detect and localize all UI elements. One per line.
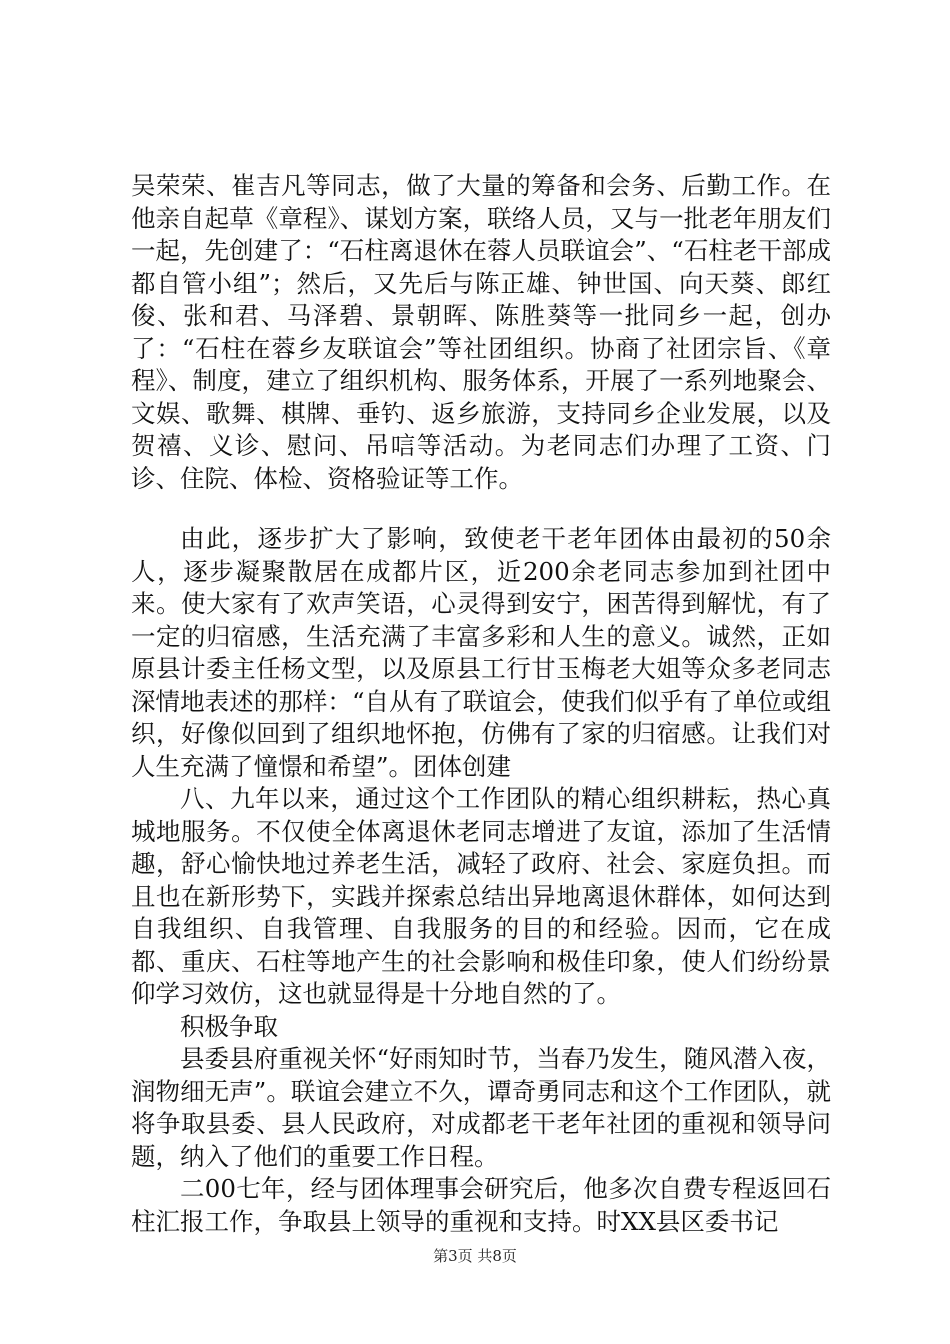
page-number-footer: 第3页 共8页 [433, 1247, 517, 1265]
paragraph-1: 吴荣荣、崔吉凡等同志，做了大量的筹备和会务、后勤工作。在他亲自起草《章程》、谋划方案，联络人员，又与一批老年朋友们一起，先创建了：“石柱离退休在蓉人员联谊会”、“石柱老干部成都自管小组”；然后，又先后与陈正雄、钟世国、向天葵、郎红俊、张和君、马泽碧、景朝晖、陈胜葵等一批同乡一起，创办了：“石柱在蓉乡友联谊会”等社团组织。协商了社团宗旨、《章程》、制度，建立了组织机构、服务体系，开展了一系列地聚会、文娱、歌舞、棋牌、垂钓、返乡旅游，支持同乡企业发展，以及贺禧、义诊、慰问、吊唁等活动。为老同志们办理了工资、门诊、住院、体检、资格验证等工作。 [131, 171, 831, 493]
paragraph-3: 八、九年以来，通过这个工作团队的精心组织耕耘，热心真城地服务。不仅使全体离退休老同志增进了友谊，添加了生活情趣，舒心愉快地过养老生活，减轻了政府、社会、家庭负担。而且也在新形势下，实践并探索总结出异地离退休群体，如何达到自我组织、自我管理、自我服务的目的和经验。因而，它在成都、重庆、石柱等地产生的社会影响和极佳印象，使人们纷纷景仰学习效仿，这也就显得是十分地自然的了。 [131, 784, 831, 1008]
paragraph-5: 二00七年，经与团体理事会研究后，他多次自费专程返回石柱汇报工作，争取县上领导的重视和支持。时XX县区委书记 [131, 1174, 831, 1236]
paragraph-2: 由此，逐步扩大了影响，致使老干老年团体由最初的50余人，逐步凝聚散居在成都片区，近200余老同志参加到社团中来。使大家有了欢声笑语，心灵得到安宁，困苦得到解忧，有了一定的归宿感，生活充满了丰富多彩和人生的意义。诚然，正如原县计委主任杨文型，以及原县工行甘玉梅老大姐等众多老同志深情地表述的那样：“自从有了联谊会，使我们似乎有了单位或组织，好像似回到了组织地怀抱，仿佛有了家的归宿感。让我们对人生充满了憧憬和希望”。团体创建 [131, 524, 831, 781]
paragraph-gap [131, 495, 831, 523]
paragraph-4: 县委县府重视关怀“好雨知时节，当春乃发生，随风潜入夜，润物细无声”。联谊会建立不久，谭奇勇同志和这个工作团队，就将争取县委、县人民政府，对成都老干老年社团的重视和领导问题，纳入了他们的重要工作日程。 [131, 1044, 831, 1171]
document-body [131, 170, 831, 1238]
section-heading-active-effort: 积极争取 [180, 1011, 278, 1041]
